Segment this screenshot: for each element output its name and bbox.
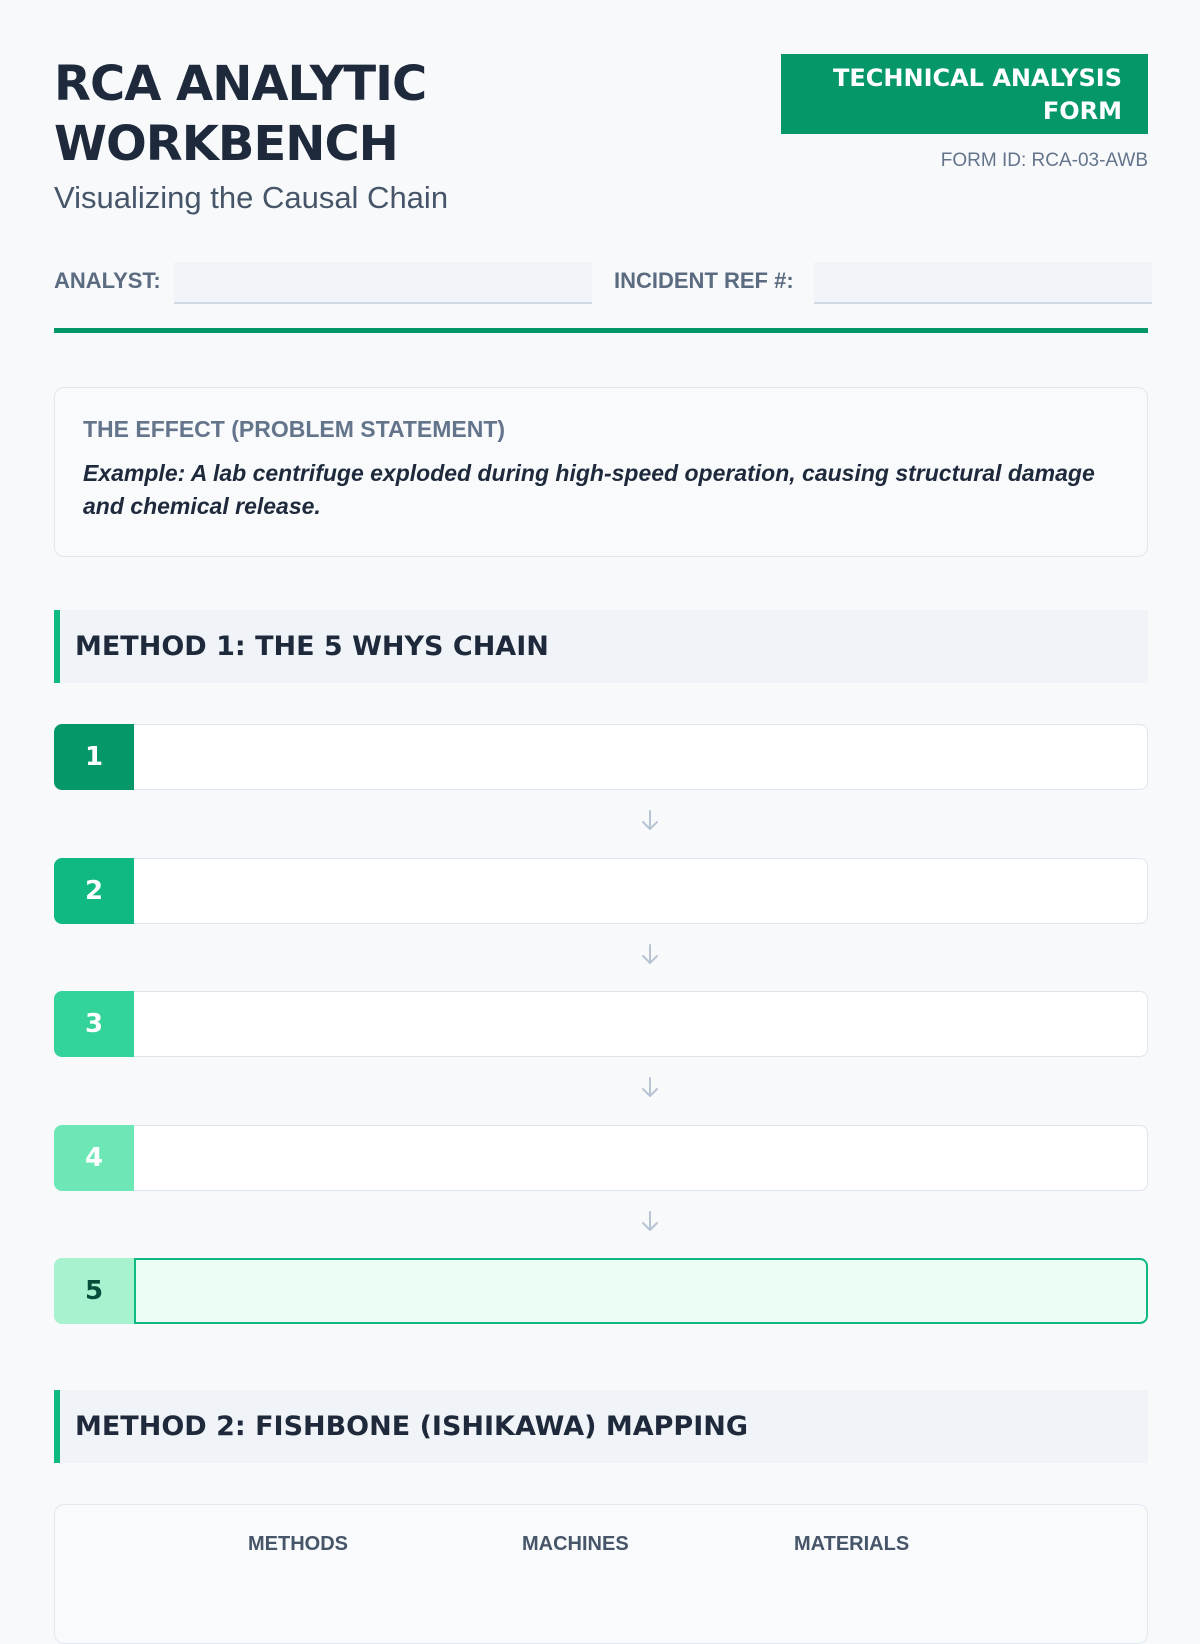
why-step-5 — [54, 1258, 1148, 1324]
why-step-2 — [54, 858, 1148, 924]
arrow-down-icon — [638, 942, 662, 968]
arrow-down-icon — [638, 1075, 662, 1101]
why-step-number: 3 — [54, 991, 134, 1057]
why-step-input[interactable] — [134, 1258, 1148, 1324]
effect-statement[interactable]: Example: A lab centrifuge exploded during high-speed operation, causing structural damage and chemical release. — [83, 460, 1095, 519]
why-step-4 — [54, 1125, 1148, 1191]
incident-ref-label: INCIDENT REF #: — [614, 268, 794, 293]
why-step-input[interactable] — [134, 858, 1148, 924]
effect-label: THE EFFECT (PROBLEM STATEMENT) — [83, 416, 506, 442]
incident-ref-input[interactable] — [814, 262, 1152, 304]
fishbone-category-materials: MATERIALS — [794, 1533, 910, 1555]
page-subtitle: Visualizing the Causal Chain — [54, 180, 449, 215]
why-step-1 — [54, 724, 1148, 790]
why-step-3 — [54, 991, 1148, 1057]
method2-header: METHOD 2: FISHBONE (ISHIKAWA) MAPPING — [54, 1390, 1148, 1463]
fishbone-card — [54, 1504, 1148, 1644]
why-step-input[interactable] — [134, 991, 1148, 1057]
effect-card — [54, 387, 1148, 557]
form-type-badge: TECHNICAL ANALYSIS FORM — [781, 54, 1148, 134]
why-step-input[interactable] — [134, 1125, 1148, 1191]
header-divider — [54, 328, 1148, 333]
analyst-label: ANALYST: — [54, 268, 161, 293]
why-step-number: 2 — [54, 858, 134, 924]
arrow-down-icon — [638, 808, 662, 834]
header-fields — [54, 262, 1148, 302]
analyst-input[interactable] — [174, 262, 592, 304]
arrow-down-icon — [638, 1209, 662, 1235]
page-title: RCA ANALYTIC WORKBENCH — [54, 56, 427, 172]
why-step-number: 1 — [54, 724, 134, 790]
fishbone-category-methods: METHODS — [248, 1533, 348, 1555]
why-step-number: 4 — [54, 1125, 134, 1191]
why-step-input[interactable] — [134, 724, 1148, 790]
why-step-number: 5 — [54, 1258, 134, 1324]
method1-header: METHOD 1: THE 5 WHYS CHAIN — [54, 610, 1148, 683]
form-id: FORM ID: RCA-03-AWB — [940, 150, 1148, 171]
fishbone-category-machines: MACHINES — [522, 1533, 629, 1555]
